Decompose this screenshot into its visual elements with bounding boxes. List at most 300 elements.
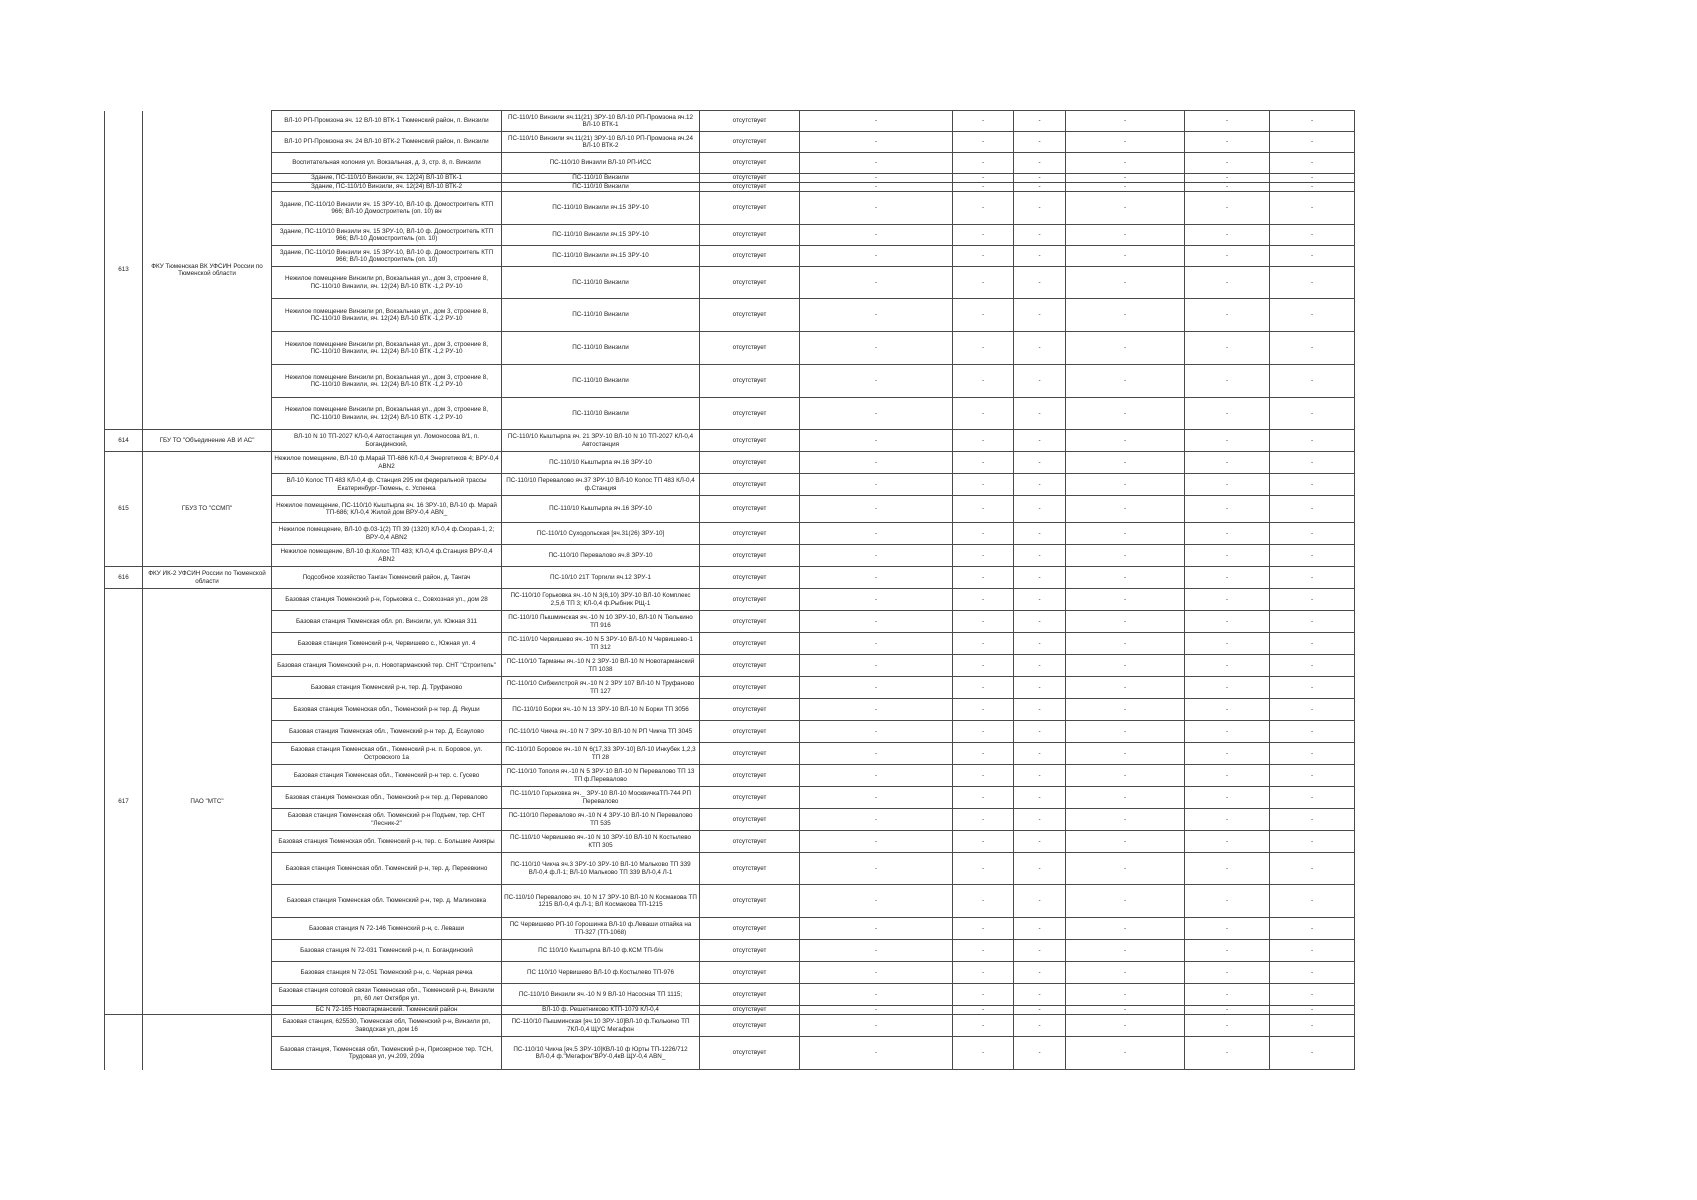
dash-cell: -: [1185, 174, 1270, 183]
dash-cell: -: [1270, 496, 1355, 523]
table-row: [105, 299, 1355, 332]
dash-cell: -: [1014, 153, 1066, 174]
dash-cell: -: [800, 474, 953, 496]
dash-cell: -: [1066, 677, 1185, 699]
status-cell: отсутствует: [700, 174, 800, 183]
object-cell: Воспитательная колония ул. Вокзальная, д. 3, стр. 8, п. Винзили: [272, 153, 502, 174]
supply-source-cell: ПС-110/10 Горьковка яч.-10 N 3(6,10) ЗРУ-10 ВЛ-10 Комплекс 2,5,6 ТП 3; КЛ-0,4 ф.Рыбник РЩ-1: [502, 589, 700, 611]
dash-cell: -: [1066, 452, 1185, 474]
dash-cell: -: [1185, 132, 1270, 153]
status-cell: отсутствует: [700, 1037, 800, 1070]
dash-cell: -: [1066, 611, 1185, 633]
table-row: [105, 496, 1355, 523]
dash-cell: -: [1066, 1037, 1185, 1070]
status-cell: отсутствует: [700, 743, 800, 765]
dash-cell: -: [1270, 809, 1355, 831]
supply-source-cell: ПС-110/10 Тарманы яч.-10 N 2 ЗРУ-10 ВЛ-10 N Новотарманский ТП 1038: [502, 655, 700, 677]
status-cell: отсутствует: [700, 831, 800, 853]
object-cell: Нежилое помещение Винзили рп, Вокзальная ул., дом 3, строение 8, ПС-110/10 Винзили, яч. 12(24) ВЛ-10 ВТК -1,2 РУ-10: [272, 267, 502, 299]
object-cell: Нежилое помещение Винзили рп, Вокзальная ул., дом 3, строение 8, ПС-110/10 Винзили, яч. 12(24) ВЛ-10 ВТК -1,2 РУ-10: [272, 398, 502, 430]
object-cell: Базовая станция N 72-146 Тюменский р-н, с. Леваши: [272, 918, 502, 940]
dash-cell: -: [1014, 174, 1066, 183]
supply-source-cell: ПС-110/10 Пышминская яч.-10 N 10 ЗРУ-10, ВЛ-10 N Тюлькино ТП 916: [502, 611, 700, 633]
status-cell: отсутствует: [700, 611, 800, 633]
dash-cell: -: [1066, 474, 1185, 496]
supply-source-cell: ПС-110/10 Сибжилстрой яч.-10 N 2 ЗРУ 107 ВЛ-10 N Труфаново ТП 127: [502, 677, 700, 699]
organization-cell: ГБУ ТО "Объединение АВ И АС": [143, 430, 272, 452]
object-cell: ВЛ-10 N 10 ТП-2027 КЛ-0,4 Автостанция ул. Ломоносова 8/1, п. Богандинский,: [272, 430, 502, 452]
object-cell: Базовая станция Тюменский р-н, Горьковка с., Совхозная ул., дом 28: [272, 589, 502, 611]
dash-cell: -: [953, 677, 1014, 699]
dash-cell: -: [1014, 721, 1066, 743]
dash-cell: -: [800, 496, 953, 523]
dash-cell: -: [1014, 567, 1066, 589]
dash-cell: -: [1270, 111, 1355, 132]
dash-cell: -: [800, 765, 953, 787]
dash-cell: -: [1185, 267, 1270, 299]
dash-cell: -: [1014, 1006, 1066, 1015]
dash-cell: -: [800, 523, 953, 545]
dash-cell: -: [953, 267, 1014, 299]
supply-source-cell: ПС-110/10 Винзили: [502, 174, 700, 183]
dash-cell: -: [1270, 831, 1355, 853]
dash-cell: -: [1185, 743, 1270, 765]
dash-cell: -: [1066, 589, 1185, 611]
status-cell: отсутствует: [700, 885, 800, 918]
status-cell: отсутствует: [700, 699, 800, 721]
table-row: [105, 174, 1355, 183]
table-row: [105, 523, 1355, 545]
supply-source-cell: ПС-110/10 Винзили: [502, 332, 700, 365]
status-cell: отсутствует: [700, 398, 800, 430]
object-cell: Нежилое помещение, ВЛ-10 ф.Марай ТП-686 КЛ-0,4 Энергетиков 4; ВРУ-0,4 АВN2: [272, 452, 502, 474]
dash-cell: -: [1014, 743, 1066, 765]
dash-cell: -: [1066, 174, 1185, 183]
dash-cell: -: [953, 496, 1014, 523]
dash-cell: -: [800, 611, 953, 633]
row-number-cell: [105, 1015, 143, 1070]
table-row: [105, 192, 1355, 225]
dash-cell: -: [1185, 523, 1270, 545]
dash-cell: -: [1185, 918, 1270, 940]
dash-cell: -: [1014, 787, 1066, 809]
dash-cell: -: [1270, 474, 1355, 496]
dash-cell: -: [1185, 183, 1270, 192]
dash-cell: -: [1270, 885, 1355, 918]
table-row: [105, 225, 1355, 246]
dash-cell: -: [1014, 299, 1066, 332]
supply-source-cell: ПС-110/10 Винзили яч.11(21) ЗРУ-10 ВЛ-10 РП-Промзона яч.24 ВЛ-10 ВТК-2: [502, 132, 700, 153]
dash-cell: -: [1066, 398, 1185, 430]
table-row: [105, 474, 1355, 496]
dash-cell: -: [1066, 940, 1185, 962]
status-cell: отсутствует: [700, 299, 800, 332]
table-row: [105, 430, 1355, 452]
dash-cell: -: [953, 474, 1014, 496]
dash-cell: -: [1185, 332, 1270, 365]
object-cell: ВЛ-10 Колос ТП 483 КЛ-0,4 ф. Станция 295 км федеральной трассы Екатеринбург-Тюмень, с. Успенка: [272, 474, 502, 496]
dash-cell: -: [953, 984, 1014, 1006]
dash-cell: -: [1270, 787, 1355, 809]
object-cell: БС N 72-165 Новотарманский. Тюменский район: [272, 1006, 502, 1015]
dash-cell: -: [953, 655, 1014, 677]
dash-cell: -: [1014, 545, 1066, 567]
table-row: [105, 918, 1355, 940]
row-number-cell: 616: [105, 567, 143, 589]
dash-cell: -: [1066, 267, 1185, 299]
dash-cell: -: [1066, 787, 1185, 809]
organization-cell: ПАО "МТС": [143, 589, 272, 1015]
row-number-cell: 617: [105, 589, 143, 1015]
table-row: [105, 743, 1355, 765]
dash-cell: -: [953, 299, 1014, 332]
dash-cell: -: [800, 853, 953, 885]
dash-cell: -: [953, 430, 1014, 452]
dash-cell: -: [800, 809, 953, 831]
status-cell: отсутствует: [700, 1015, 800, 1037]
object-cell: Здание, ПС-110/10 Винзили яч. 15 ЗРУ-10, ВЛ-10 ф. Домостроитель КТП 966; ВЛ-10 Домостроитель (оп. 10): [272, 225, 502, 246]
dash-cell: -: [1014, 523, 1066, 545]
dash-cell: -: [1270, 918, 1355, 940]
dash-cell: -: [1185, 611, 1270, 633]
dash-cell: -: [953, 132, 1014, 153]
dash-cell: -: [1185, 885, 1270, 918]
dash-cell: -: [1014, 398, 1066, 430]
dash-cell: -: [1014, 225, 1066, 246]
object-cell: Нежилое помещение, ВЛ-10 ф.03-1(2) ТП 39 (1320) КЛ-0,4 ф.Скорая-1, 2; ВРУ-0,4 АВN2: [272, 523, 502, 545]
row-number-cell: 613: [105, 111, 143, 430]
table-row: [105, 787, 1355, 809]
object-cell: ВЛ-10 РП-Промзона яч. 24 ВЛ-10 ВТК-2 Тюменский район, п. Винзили: [272, 132, 502, 153]
dash-cell: -: [953, 523, 1014, 545]
dash-cell: -: [800, 192, 953, 225]
object-cell: Нежилое помещение Винзили рп, Вокзальная ул., дом 3, строение 8, ПС-110/10 Винзили, яч. 12(24) ВЛ-10 ВТК -1,2 РУ-10: [272, 332, 502, 365]
status-cell: отсутствует: [700, 633, 800, 655]
supply-source-cell: ПС-110/10 Перевалово яч.-10 N 4 ЗРУ-10 ВЛ-10 N Перевалово ТП 535: [502, 809, 700, 831]
table-row: [105, 183, 1355, 192]
dash-cell: -: [1270, 246, 1355, 267]
dash-cell: -: [1185, 984, 1270, 1006]
table-row: [105, 885, 1355, 918]
dash-cell: -: [953, 111, 1014, 132]
supply-source-cell: ПС-110/10 Винзили яч.15 ЗРУ-10: [502, 246, 700, 267]
table-row: [105, 132, 1355, 153]
object-cell: Базовая станция Тюменская обл. рп. Винзили, ул. Южная 311: [272, 611, 502, 633]
dash-cell: -: [953, 183, 1014, 192]
dash-cell: -: [1270, 984, 1355, 1006]
dash-cell: -: [800, 699, 953, 721]
table-row: [105, 332, 1355, 365]
status-cell: отсутствует: [700, 474, 800, 496]
dash-cell: -: [1066, 853, 1185, 885]
dash-cell: -: [1014, 192, 1066, 225]
supply-source-cell: ПС-110/10 Винзили: [502, 183, 700, 192]
dash-cell: -: [1185, 655, 1270, 677]
dash-cell: -: [1185, 225, 1270, 246]
supply-source-cell: ПС-110/10 Винзили: [502, 267, 700, 299]
dash-cell: -: [1014, 918, 1066, 940]
dash-cell: -: [800, 545, 953, 567]
dash-cell: -: [800, 246, 953, 267]
dash-cell: -: [1014, 365, 1066, 398]
dash-cell: -: [1185, 496, 1270, 523]
dash-cell: -: [1270, 589, 1355, 611]
supply-source-cell: ПС-110/10 Боровое яч.-10 N 6(17,33 ЗРУ-10] ВЛ-10 Инкубек 1,2,3 ТП 28: [502, 743, 700, 765]
dash-cell: -: [1185, 765, 1270, 787]
dash-cell: -: [800, 633, 953, 655]
dash-cell: -: [800, 299, 953, 332]
status-cell: отсутствует: [700, 984, 800, 1006]
object-cell: Базовая станция Тюменский р-н, п. Новотарманский тер. СНТ "Строитель": [272, 655, 502, 677]
object-cell: Здание, ПС-110/10 Винзили, яч. 12(24) ВЛ-10 ВТК-1: [272, 174, 502, 183]
supply-source-cell: ПС-110/10 Чикча [яч.5 ЗРУ-10]КВЛ-10 ф Юрты ТП-1226/712 ВЛ-0,4 ф."Мегафон"ВРУ-0,4кВ ЩУ-0,4 АВN_: [502, 1037, 700, 1070]
dash-cell: -: [800, 174, 953, 183]
dash-cell: -: [1014, 183, 1066, 192]
dash-cell: -: [1066, 567, 1185, 589]
object-cell: Нежилое помещение, ПС-110/10 Кыштырла яч. 16 ЗРУ-10, ВЛ-10 ф. Марай ТП-686; КЛ-0,4 Жилой дом ВРУ-0,4 АВN_: [272, 496, 502, 523]
dash-cell: -: [1014, 611, 1066, 633]
dash-cell: -: [1066, 809, 1185, 831]
supply-source-cell: ПС-110/10 Кыштырла яч. 21 ЗРУ-10 ВЛ-10 N 10 ТП-2027 КЛ-0,4 Автостанция: [502, 430, 700, 452]
dash-cell: -: [1014, 1015, 1066, 1037]
supply-source-cell: ПС Червишево РП-10 Горошинка ВЛ-10 ф.Леваши отпайка на ТП-327 (ТП-1068): [502, 918, 700, 940]
table-row: [105, 721, 1355, 743]
dash-cell: -: [800, 567, 953, 589]
dash-cell: -: [1066, 918, 1185, 940]
dash-cell: -: [953, 567, 1014, 589]
dash-cell: -: [1066, 721, 1185, 743]
object-cell: Базовая станция Тюменская обл., Тюменский р-н тер. с. Гусево: [272, 765, 502, 787]
supply-source-cell: ПС-110/10 Суходольская [яч.31(26) ЗРУ-10]: [502, 523, 700, 545]
dash-cell: -: [1270, 940, 1355, 962]
table-row: [105, 589, 1355, 611]
dash-cell: -: [953, 1015, 1014, 1037]
dash-cell: -: [800, 111, 953, 132]
row-number-cell: 615: [105, 452, 143, 567]
dash-cell: -: [1270, 452, 1355, 474]
dash-cell: -: [1185, 1037, 1270, 1070]
status-cell: отсутствует: [700, 787, 800, 809]
table-row: [105, 831, 1355, 853]
dash-cell: -: [1066, 332, 1185, 365]
supply-source-cell: ПС-110/10 Винзили яч.11(21) ЗРУ-10 ВЛ-10 РП-Промзона яч.12 ВЛ-10 ВТК-1: [502, 111, 700, 132]
dash-cell: -: [800, 1015, 953, 1037]
object-cell: Базовая станция Тюменский р-н, тер. Д. Труфаново: [272, 677, 502, 699]
dash-cell: -: [1185, 853, 1270, 885]
dash-cell: -: [1066, 153, 1185, 174]
status-cell: отсутствует: [700, 332, 800, 365]
supply-source-cell: ПС-110/10 Перевалово яч. 10 N 17 ЗРУ-10 ВЛ-10 N Космакова ТП 1215 ВЛ-0,4 ф.Л-1; ВЛ Космакова ТП-1215: [502, 885, 700, 918]
status-cell: отсутствует: [700, 962, 800, 984]
dash-cell: -: [800, 153, 953, 174]
dash-cell: -: [1270, 853, 1355, 885]
object-cell: Базовая станция N 72-031 Тюменский р-н, п. Богандинский: [272, 940, 502, 962]
dash-cell: -: [953, 1006, 1014, 1015]
dash-cell: -: [1066, 962, 1185, 984]
table-row: [105, 655, 1355, 677]
dash-cell: -: [1185, 677, 1270, 699]
dash-cell: -: [953, 940, 1014, 962]
dash-cell: -: [1270, 962, 1355, 984]
table-row: [105, 452, 1355, 474]
status-cell: отсутствует: [700, 853, 800, 885]
object-cell: Базовая станция Тюменская обл. Тюменский р-н, тер. д. Переевкино: [272, 853, 502, 885]
dash-cell: -: [800, 962, 953, 984]
dash-cell: -: [1014, 677, 1066, 699]
supply-source-cell: ПС-110/10 Чикча яч.3 ЗРУ-10 ЗРУ-10 ВЛ-10 Мальково ТП 339 ВЛ-0,4 ф.Л-1; ВЛ-10 Мальково ТП 339 ВЛ-0,4 Л-1: [502, 853, 700, 885]
table-row: [105, 699, 1355, 721]
dash-cell: -: [1270, 267, 1355, 299]
dash-cell: -: [1066, 225, 1185, 246]
dash-cell: -: [1185, 299, 1270, 332]
dash-cell: -: [800, 365, 953, 398]
dash-cell: -: [953, 192, 1014, 225]
dash-cell: -: [800, 940, 953, 962]
dash-cell: -: [1014, 809, 1066, 831]
dash-cell: -: [1066, 192, 1185, 225]
dash-cell: -: [1185, 452, 1270, 474]
dash-cell: -: [1185, 567, 1270, 589]
dash-cell: -: [1270, 545, 1355, 567]
dash-cell: -: [1014, 267, 1066, 299]
supply-source-cell: ПС-110/10 Червишево яч.-10 N 10 ЗРУ-10 ВЛ-10 N Костылево КТП 305: [502, 831, 700, 853]
status-cell: отсутствует: [700, 567, 800, 589]
supply-source-cell: ПС-110/10 Винзили ВЛ-10 РП-ИСС: [502, 153, 700, 174]
status-cell: отсутствует: [700, 545, 800, 567]
object-cell: Базовая станция Тюменская обл., Тюменский р-н. п. Боровое, ул. Островского 1а: [272, 743, 502, 765]
dash-cell: -: [1185, 111, 1270, 132]
dash-cell: -: [1185, 246, 1270, 267]
dash-cell: -: [1270, 132, 1355, 153]
table-row: [105, 545, 1355, 567]
dash-cell: -: [1014, 111, 1066, 132]
table-row: [105, 1006, 1355, 1015]
object-cell: Базовая станция Тюменский р-н, Червишево с., Южная ул. 4: [272, 633, 502, 655]
dash-cell: -: [800, 918, 953, 940]
dash-cell: -: [1066, 831, 1185, 853]
dash-cell: -: [1185, 699, 1270, 721]
object-cell: Нежилое помещение Винзили рп, Вокзальная ул., дом 3, строение 8, ПС-110/10 Винзили, яч. 12(24) ВЛ-10 ВТК -1,2 РУ-10: [272, 365, 502, 398]
supply-source-cell: ПС 110/10 Червишево ВЛ-10 ф.Костылево ТП-976: [502, 962, 700, 984]
table-row: [105, 111, 1355, 132]
dash-cell: -: [1066, 545, 1185, 567]
dash-cell: -: [1066, 699, 1185, 721]
dash-cell: -: [1066, 496, 1185, 523]
dash-cell: -: [800, 183, 953, 192]
dash-cell: -: [1185, 545, 1270, 567]
table-row: [105, 984, 1355, 1006]
supply-source-cell: ПС-10/10 21Т Торгили яч.12 ЗРУ-1: [502, 567, 700, 589]
supply-source-cell: ПС-110/10 Винзили яч.15 ЗРУ-10: [502, 225, 700, 246]
object-cell: Базовая станция сотовой связи Тюменская обл., Тюменский р-н, Винзили рп, 60 лет Октября ул.: [272, 984, 502, 1006]
object-cell: Базовая станция Тюменская обл. Тюменский р-н Подъем, тер. СНТ "Лесник-2": [272, 809, 502, 831]
table-row: [105, 1037, 1355, 1070]
dash-cell: -: [1185, 398, 1270, 430]
dash-cell: -: [953, 918, 1014, 940]
dash-cell: -: [1014, 765, 1066, 787]
status-cell: отсутствует: [700, 246, 800, 267]
status-cell: отсутствует: [700, 452, 800, 474]
object-cell: Подсобное хозяйство Тангач Тюменский район, д. Тангач: [272, 567, 502, 589]
dash-cell: -: [1185, 589, 1270, 611]
dash-cell: -: [1270, 633, 1355, 655]
dash-cell: -: [953, 398, 1014, 430]
table-row: [105, 365, 1355, 398]
dash-cell: -: [953, 831, 1014, 853]
dash-cell: -: [1014, 633, 1066, 655]
dash-cell: -: [1014, 984, 1066, 1006]
dash-cell: -: [1066, 984, 1185, 1006]
dash-cell: -: [1270, 174, 1355, 183]
dash-cell: -: [953, 545, 1014, 567]
object-cell: Здание, ПС-110/10 Винзили, яч. 12(24) ВЛ-10 ВТК-2: [272, 183, 502, 192]
dash-cell: -: [1066, 1006, 1185, 1015]
object-cell: Базовая станция Тюменская обл. Тюменский р-н, тер. с. Большие Акияры: [272, 831, 502, 853]
dash-cell: -: [800, 332, 953, 365]
table-row: [105, 962, 1355, 984]
supply-source-cell: ПС-110/10 Винзили: [502, 299, 700, 332]
object-cell: Нежилое помещение Винзили рп, Вокзальная ул., дом 3, строение 8, ПС-110/10 Винзили, яч. 12(24) ВЛ-10 ВТК -1,2 РУ-10: [272, 299, 502, 332]
dash-cell: -: [1066, 743, 1185, 765]
dash-cell: -: [953, 174, 1014, 183]
object-cell: Здание, ПС-110/10 Винзили яч. 15 ЗРУ-10, ВЛ-10 ф. Домостроитель КТП 966; ВЛ-10 Домостроитель (оп. 10): [272, 246, 502, 267]
table-row: [105, 153, 1355, 174]
dash-cell: -: [1014, 332, 1066, 365]
dash-cell: -: [1014, 1037, 1066, 1070]
dash-cell: -: [953, 853, 1014, 885]
dash-cell: -: [1014, 430, 1066, 452]
table-row: [105, 809, 1355, 831]
supply-source-cell: ПС-110/10 Кыштырла яч.16 ЗРУ-10: [502, 452, 700, 474]
status-cell: отсутствует: [700, 192, 800, 225]
object-cell: Базовая станция Тюменская обл. Тюменский р-н, тер. д. Малиновка: [272, 885, 502, 918]
object-cell: Базовая станция Тюменская обл., Тюменский р-н тер. д. Перевалово: [272, 787, 502, 809]
dash-cell: -: [1185, 1006, 1270, 1015]
dash-cell: -: [1066, 183, 1185, 192]
dash-cell: -: [1270, 299, 1355, 332]
dash-cell: -: [1270, 332, 1355, 365]
dash-cell: -: [1270, 1006, 1355, 1015]
dash-cell: -: [1014, 132, 1066, 153]
table-row: [105, 940, 1355, 962]
dash-cell: -: [800, 452, 953, 474]
dash-cell: -: [1014, 246, 1066, 267]
status-cell: отсутствует: [700, 655, 800, 677]
dash-cell: -: [1185, 831, 1270, 853]
table-row: [105, 677, 1355, 699]
dash-cell: -: [800, 1006, 953, 1015]
dash-cell: -: [1066, 655, 1185, 677]
status-cell: отсутствует: [700, 765, 800, 787]
table-row: [105, 267, 1355, 299]
dash-cell: -: [1270, 398, 1355, 430]
dash-cell: -: [1014, 831, 1066, 853]
object-cell: Базовая станция Тюменская обл., Тюменский р-н тер. Д. Якуши: [272, 699, 502, 721]
dash-cell: -: [800, 225, 953, 246]
dash-cell: -: [1270, 743, 1355, 765]
supply-source-cell: ПС-110/10 Тополя яч.-10 N 5 ЗРУ-10 ВЛ-10 N Перевалово ТП 13 ТП ф.Перевалово: [502, 765, 700, 787]
dash-cell: -: [1066, 1015, 1185, 1037]
object-cell: ВЛ-10 РП-Промзона яч. 12 ВЛ-10 ВТК-1 Тюменский район, п. Винзили: [272, 111, 502, 132]
dash-cell: -: [953, 589, 1014, 611]
dash-cell: -: [953, 452, 1014, 474]
dash-cell: -: [1270, 567, 1355, 589]
dash-cell: -: [1014, 962, 1066, 984]
organization-cell: [143, 1015, 272, 1070]
dash-cell: -: [1270, 655, 1355, 677]
dash-cell: -: [1014, 699, 1066, 721]
dash-cell: -: [1270, 192, 1355, 225]
